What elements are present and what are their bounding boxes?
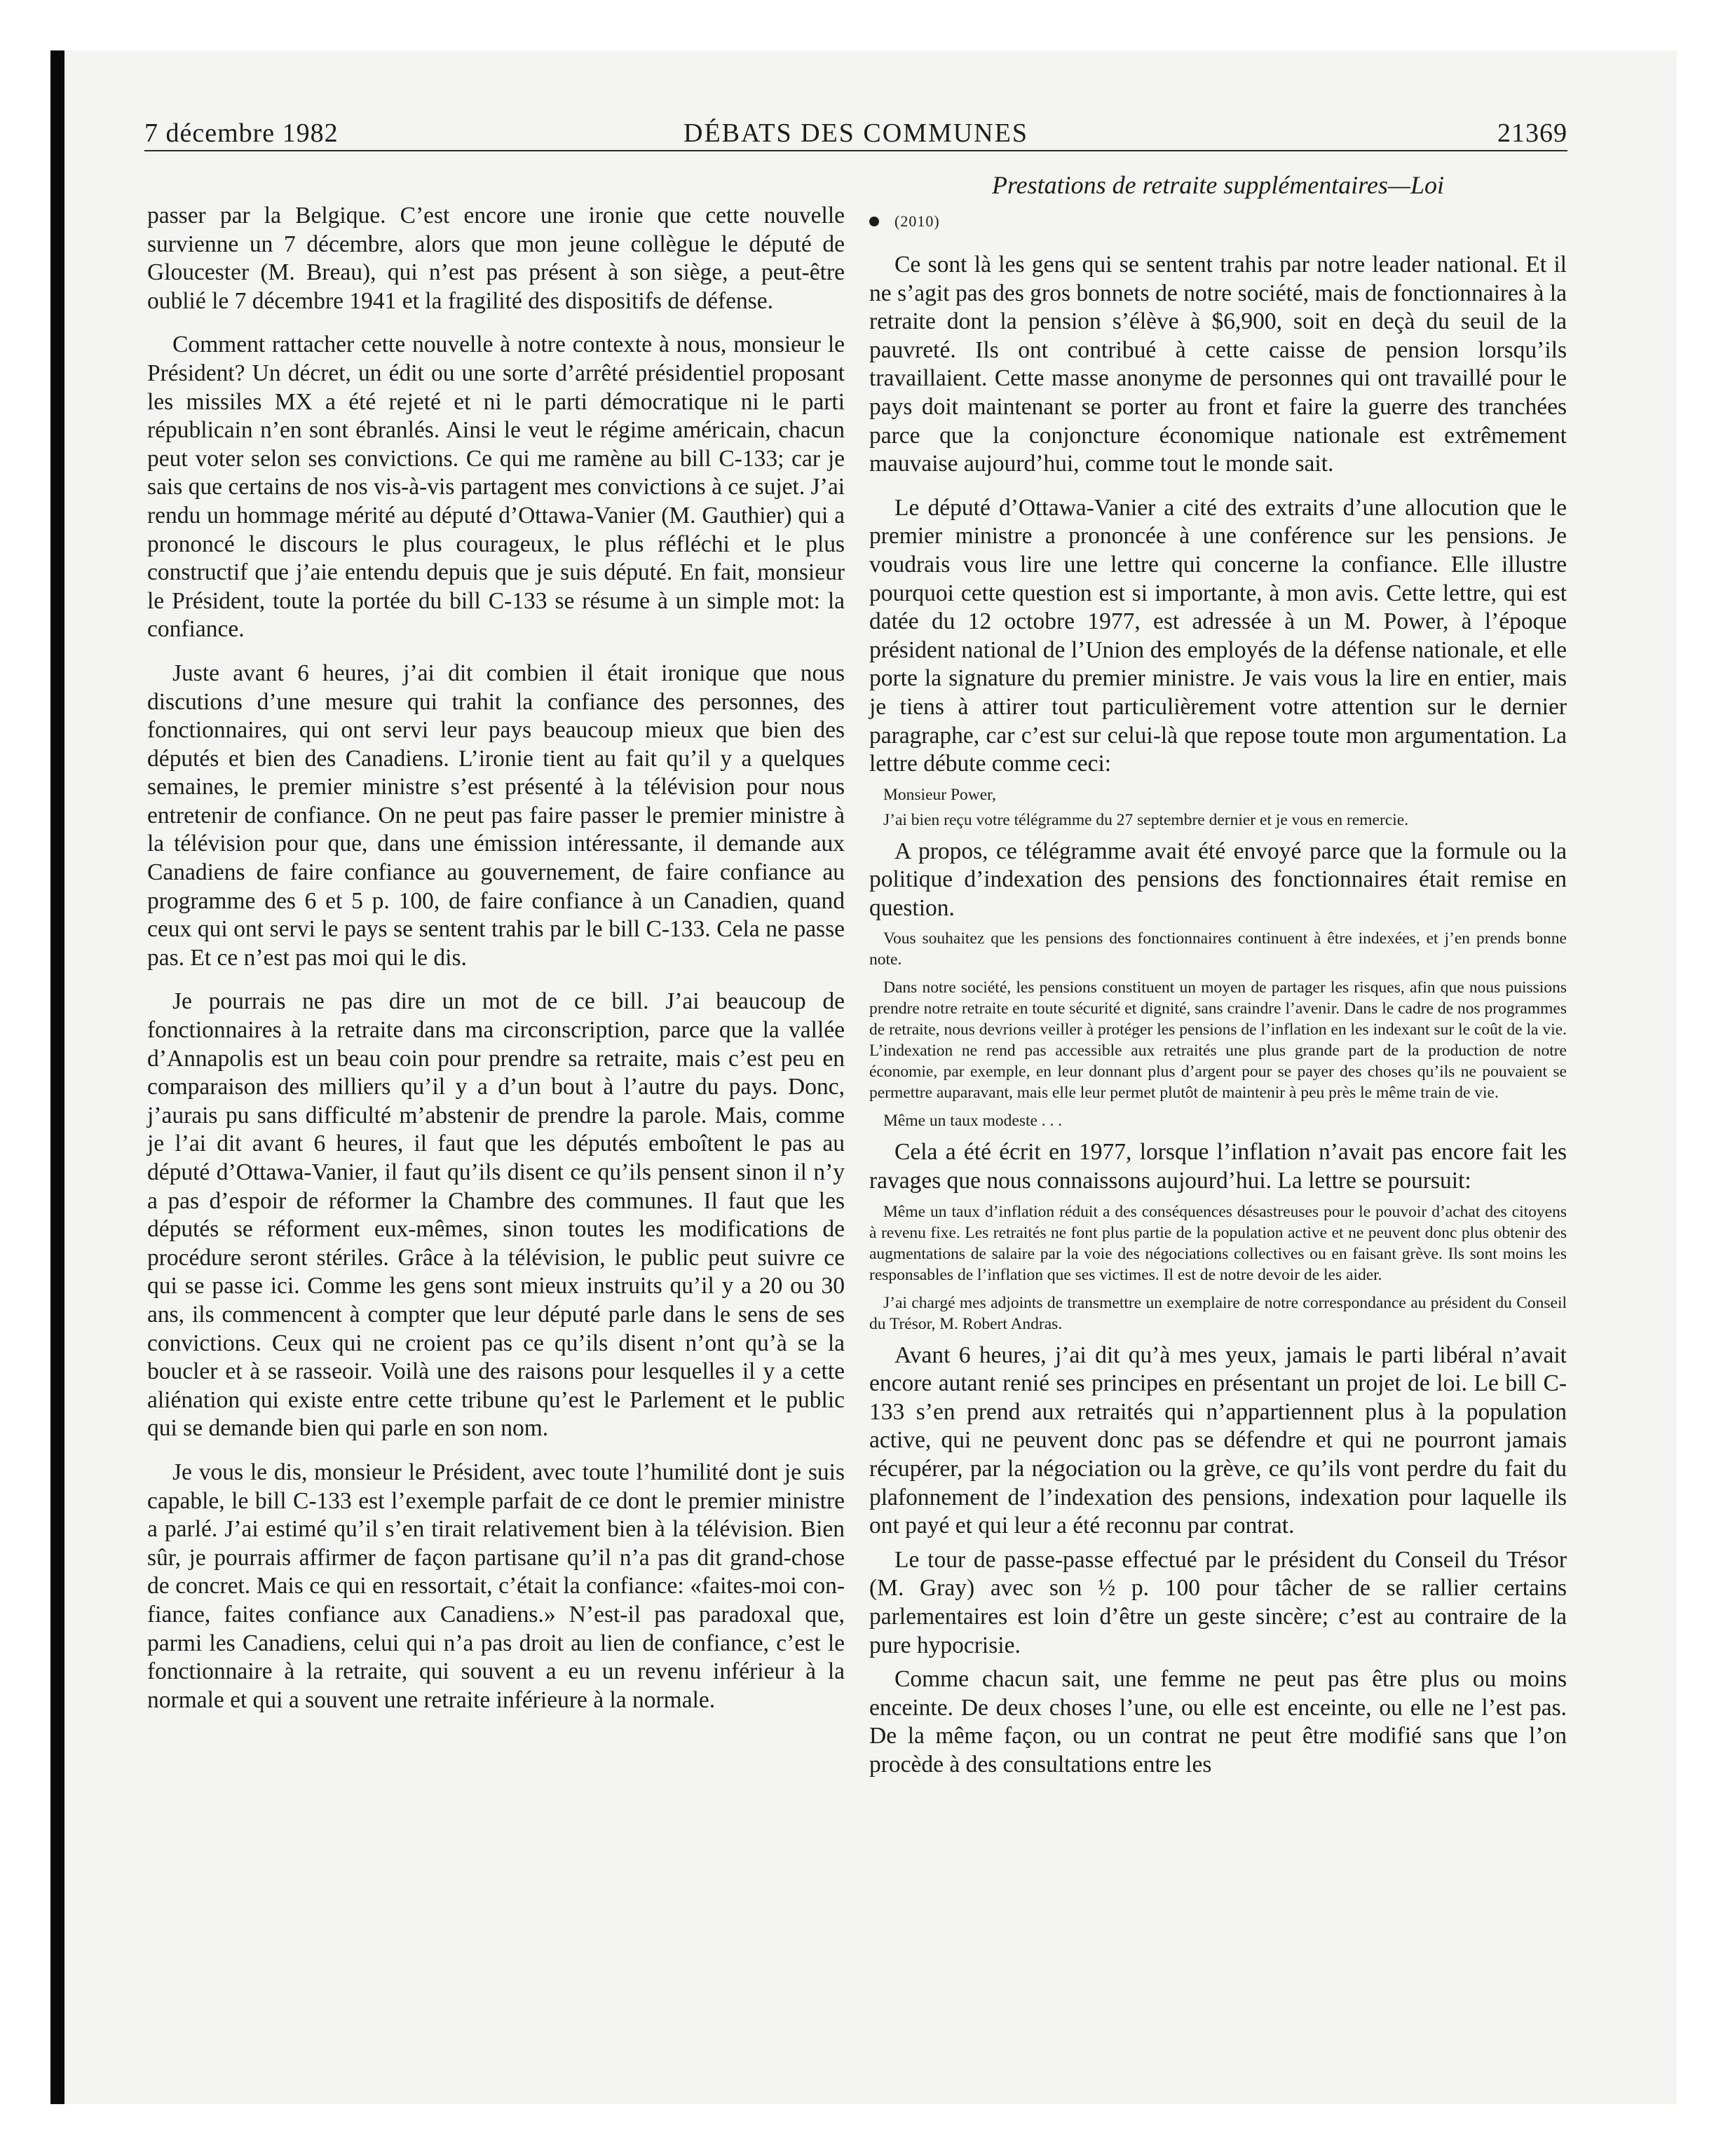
header-rule xyxy=(144,150,1567,151)
section-heading: Prestations de retraite supplémentaires—Loi xyxy=(992,171,1444,199)
header-date: 7 décembre 1982 xyxy=(144,118,339,148)
paragraph: passer par la Belgique. C’est encore une ironie que cette nouvelle survienne un 7 décembre, alors que mon jeune collègue le député de Gloucester (M. Breau), qui n’est pas présent à son siège, a peut-être oublié le 7 décembre 1941 et la fragilité des dispositifs de défense. xyxy=(147,203,845,314)
paragraph: Avant 6 heures, j’ai dit qu’à mes yeux, jamais le parti libéral n’avait encore autant renié ses principes en présentant un projet de loi. Le bill C-133 s’en prend aux retraités qui n’appartiennent plus à la population active, qui ne peuvent donc pas se défendre et qui ne pourront jamais récupérer, par la négociation ou la grève, ce qu’ils vont perdre du fait du plafonnement de l’indexation des pensions, indexation pour laquelle ils ont payé et qui leur a été reconnu par contrat. xyxy=(869,1342,1567,1539)
quote: Vous souhaitez que les pensions des fonctionnaires continuent à être indexées, et j’en prends bonne note. xyxy=(869,929,1567,969)
paragraph: A propos, ce télégramme avait été envoyé parce que la formule ou la politique d’indexation des pensions des fonctionnaires était remise en question. xyxy=(869,838,1567,921)
scan-edge xyxy=(50,50,64,2104)
paragraph: Je vous le dis, monsieur le Président, avec toute l’humilité dont je suis capable, le bill C-133 est l’exemple parfait de ce dont le premier ministre a parlé. J’ai estimé qu’il s’en tirait relativement bien à la télévision. Bien sûr, je pourrais affirmer de façon partisane qu’il n’a pas dit grand-chose de concret. Mais ce qui en ressortait, c’était la confiance: «faites-moi confiance, faites confiance aux Canadiens.» N’est-il pas paradoxal que, parmi les Canadiens, celui qui n’a pas droit au lien de confiance, c’est le fonctionnaire à la retraite, qui souvent a eu un revenu inférieur à la normale et qui a souvent une retraite inférieure à la normale. xyxy=(147,1459,845,1713)
right-column xyxy=(869,170,1567,1785)
quote-salutation: Monsieur Power, xyxy=(883,785,996,804)
quote: J’ai bien reçu votre télégramme du 27 septembre dernier et je vous en remercie. xyxy=(883,810,1409,829)
quote: J’ai chargé mes adjoints de transmettre un exemplaire de notre correspondance au président du Conseil du Trésor, M. Robert Andras. xyxy=(869,1293,1567,1333)
paragraph: Comme chacun sait, une femme ne peut pas être plus ou moins enceinte. De deux choses l’une, ou elle est enceinte, ou elle ne l’est pas. De la même façon, ou un contrat ne peut être modifié sans que l’on procède à des consultations entre les xyxy=(869,1666,1567,1778)
quote: Dans notre société, les pensions constituent un moyen de partager les risques, afin que nous puissions prendre notre retraite en toute sécurité et dignité, sans craindre l’avenir. Dans le cadre de nos programmes de retraite, nous devrions veiller à protéger les pensions de l’inflation en les indexant sur le coût de la vie. L’indexation ne rend pas accessible aux retraités une plus grande part de la production de notre économie, par exemple, en leur donnant plus d’argent pour se payer des choses qu’ils ne pouvaient se permettre auparavant, mais elle leur permet plutôt de maintenir à peu près le même train de vie. xyxy=(869,978,1567,1103)
page-number: 21369 xyxy=(1497,118,1567,148)
quote: Même un taux d’inflation réduit a des conséquences désastreuses pour le pouvoir d’achat des citoyens à revenu fixe. Les retraités ne font plus partie de la population active et ne peuvent donc plus obtenir des augmentations de salaire par la voie des négociations collectives ou en faisant grève. Ils sont moins les responsables de l’inflation que ses victimes. Il est de notre devoir de les aider. xyxy=(869,1202,1567,1284)
paragraph: Le tour de passe-passe effectué par le président du Conseil du Trésor (M. Gray) avec son ½ p. 100 pour tâcher de se rallier certains parlementaires est loin d’être un geste sincère; c’est au contraire de la pure hypocrisie. xyxy=(869,1546,1567,1658)
paragraph: Comment rattacher cette nouvelle à notre contexte à nous, monsieur le Président? Un décret, un édit ou une sorte d’arrêté présidentiel proposant les missiles MX a été rejeté et ni le parti démocratique ni le parti républicain n’en sont ébranlés. Ainsi le veut le régime américain, chacun peut voter selon ses convictions. Ce qui me ramène au bill C-133; car je sais que certains de nos vis-à-vis partagent mes convictions à ce sujet. J’ai rendu un hommage mérité au député d’Ottawa-Vanier (M. Gauthier) qui a prononcé le discours le plus courageux, le plus réfléchi et le plus constructif que j’aie entendu depuis que je suis député. En fait, monsieur le Président, toute la portée du bill C-133 se résume à un simple mot: la confiance. xyxy=(147,332,845,643)
paragraph: Ce sont là les gens qui se sentent trahis par notre leader national. Et il ne s’agit pas des gros bonnets de notre société, mais de fonctionnaires à la retraite dont la pension s’élève à $6,900, soit en deçà du seuil de la pauvreté. Ils ont contribué à cette caisse de pension lorsqu’ils travaillaient. Cette masse anonyme de personnes qui ont travaillé pour le pays doit maintenant se porter au front et faire la guerre des tranchées parce que la conjoncture économique nationale est extrêmement mauvaise aujourd’hui, comme tout le monde sait. xyxy=(869,252,1567,477)
time-marker xyxy=(869,207,1567,236)
quote: Même un taux modeste . . . xyxy=(883,1112,1063,1131)
running-head xyxy=(144,118,1567,153)
paragraph: Je pourrais ne pas dire un mot de ce bill. J’ai beaucoup de fonctionnaires à la retraite dans ma circonscription, parce que la vallée d’Annapolis est un beau coin pour prendre sa retraite, mais c’est peu en comparaison des milliers qu’il y a d’un bout à l’autre du pays. Donc, j’aurais pu sans difficulté m’abstenir de prendre la parole. Mais, comme je l’ai dit avant 6 heures, il faut que les députés emboîtent le pas au député d’Ottawa-Vanier, il faut qu’ils disent ce qu’ils pensent sinon il n’y a pas d’espoir de réformer la Chambre des communes. Il faut que les députés se réforment eux-mêmes, sinon toutes les modifications de procédure seront stériles. Grâce à la télévision, le public peut suivre ce qui se passe ici. Comme les gens sont mieux instruits qu’il y a 20 ou 30 ans, ils commencent à compter que leur député parle dans le sens de ses convictions. Ceux qui ne croient pas ce qu’ils disent n’ont qu’à se la boucler et à se rasseoir. Voilà une des raisons pour lesquelles il y a cette aliénation qui existe entre cette tribune qu’est le Parlement et le public qui se demande bien qui parle en son nom. xyxy=(147,988,845,1442)
bullet-icon xyxy=(869,217,879,226)
time-marker-text: (2010) xyxy=(894,212,940,230)
paragraph: Juste avant 6 heures, j’ai dit combien il était ironique que nous discutions d’une mesure qui trahit la confiance des personnes, des fonctionnaires, qui ont servi leur pays beaucoup mieux que bien des députés et bien des Canadiens. L’ironie tient au fait qu’il y a quelques semaines, le premier ministre s’est présenté à la télévision pour nous entretenir de confiance. On ne peut pas faire passer le premier ministre à la télévision pour que, dans une émission intéressante, il demande aux Canadiens de faire confiance au gouvernement, de faire confiance au programme des 6 et 5 p. 100, de faire confiance à un Canadien, quand ceux qui ont servi le pays se sentent trahis par le bill C-133. Cela ne passe pas. Et ce n’est pas moi qui le dis. xyxy=(147,660,845,971)
paragraph: Cela a été écrit en 1977, lorsque l’inflation n’avait pas encore fait les ravages que nous connaissons aujourd’hui. La lettre se poursuit: xyxy=(869,1139,1567,1194)
header-title: DÉBATS DES COMMUNES xyxy=(683,118,1028,148)
paragraph: Le député d’Ottawa-Vanier a cité des extraits d’une allocution que le premier ministre a prononcée à une conférence sur les pensions. Je voudrais vous lire une lettre qui concerne la confiance. Elle illustre pourquoi cette question est si importante, à mon avis. Cette lettre, qui est datée du 12 octobre 1977, est adressée à un M. Power, à l’époque président national de l’Union des employés de la défense nationale, et elle porte la signature du premier ministre. Je vais vous la lire en entier, mais je tiens à attirer tout particulièrement votre attention sur le dernier paragraphe, car c’est sur celui-là que repose toute mon argumentation. La lettre débute comme ceci: xyxy=(869,494,1567,777)
left-column xyxy=(147,202,845,1730)
